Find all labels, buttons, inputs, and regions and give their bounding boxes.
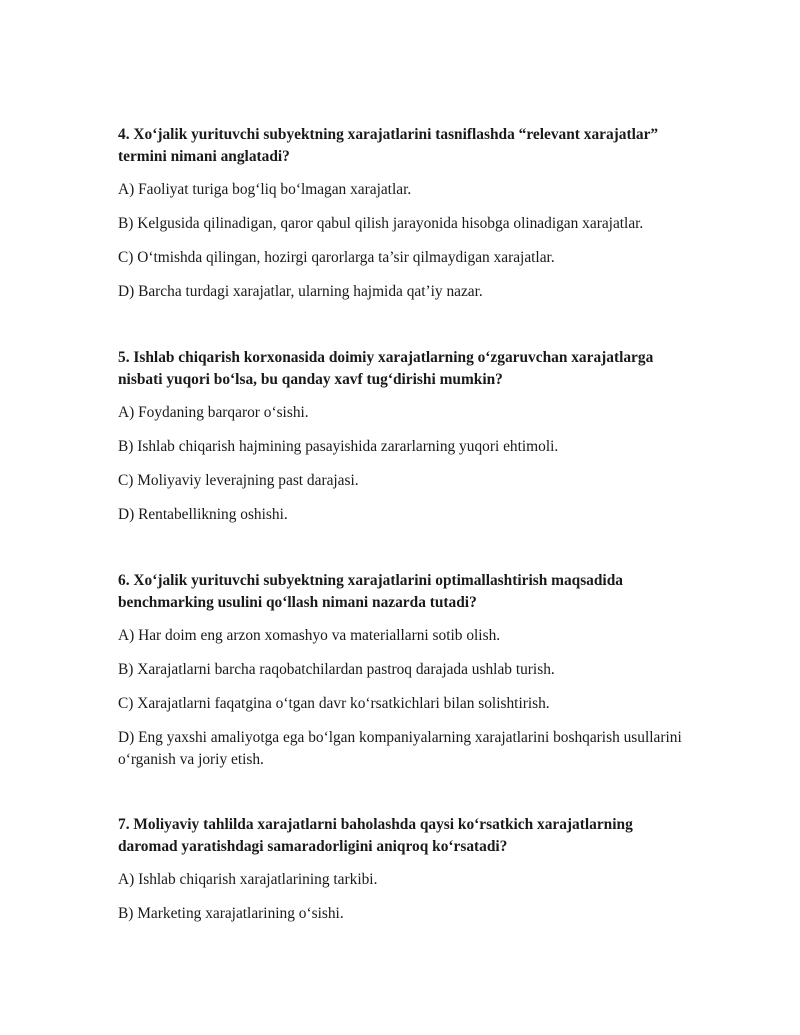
answer-option-d: D) Rentabellikning oshishi. <box>118 506 288 523</box>
answer-option-d: D) Eng yaxshi amaliyotga ega bo‘lgan kompaniyalarning xarajatlarini boshqarish usullarini o‘rganish va joriy etish. <box>118 729 682 768</box>
question-title: 4. Xo‘jalik yurituvchi subyektning xarajatlarini tasniflashda “relevant xarajatlar” termini nimani anglatadi? <box>118 126 659 165</box>
question-4 <box>118 124 684 303</box>
answer-option-b: B) Ishlab chiqarish hajmining pasayishida zararlarning yuqori ehtimoli. <box>118 438 559 455</box>
answer-option-b: B) Kelgusida qilinadigan, qaror qabul qilish jarayonida hisobga olinadigan xarajatlar. <box>118 215 644 232</box>
answer-option-d: D) Barcha turdagi xarajatlar, ularning hajmida qat’iy nazar. <box>118 283 483 300</box>
answer-option-c: C) Moliyaviy leverajning past darajasi. <box>118 472 359 489</box>
answer-option-b: B) Marketing xarajatlarining o‘sishi. <box>118 905 344 922</box>
question-title: 5. Ishlab chiqarish korxonasida doimiy xarajatlarning o‘zgaruvchan xarajatlarga nisbati yuqori bo‘lsa, bu qanday xavf tug‘dirishi mumkin? <box>118 349 654 388</box>
question-7 <box>118 814 684 925</box>
question-title: 6. Xo‘jalik yurituvchi subyektning xarajatlarini optimallashtirish maqsadida benchmarking usulini qo‘llash nimani nazarda tutadi? <box>118 572 623 611</box>
answer-option-b: B) Xarajatlarni barcha raqobatchilardan pastroq darajada ushlab turish. <box>118 661 555 678</box>
question-6 <box>118 570 684 771</box>
answer-option-a: A) Ishlab chiqarish xarajatlarining tarkibi. <box>118 871 378 888</box>
answer-option-a: A) Faoliyat turiga bog‘liq bo‘lmagan xarajatlar. <box>118 181 412 198</box>
questions-list <box>118 124 684 937</box>
answer-option-a: A) Foydaning barqaror o‘sishi. <box>118 404 309 421</box>
answer-option-c: C) Xarajatlarni faqatgina o‘tgan davr ko‘rsatkichlari bilan solishtirish. <box>118 695 550 712</box>
answer-option-c: C) O‘tmishda qilingan, hozirgi qarorlarga ta’sir qilmaydigan xarajatlar. <box>118 249 555 266</box>
question-title: 7. Moliyaviy tahlilda xarajatlarni baholashda qaysi ko‘rsatkich xarajatlarning daromad yaratishdagi samaradorligini aniqroq ko‘rsatadi? <box>118 816 633 855</box>
answer-option-a: A) Har doim eng arzon xomashyo va materiallarni sotib olish. <box>118 627 501 644</box>
question-5 <box>118 347 684 526</box>
